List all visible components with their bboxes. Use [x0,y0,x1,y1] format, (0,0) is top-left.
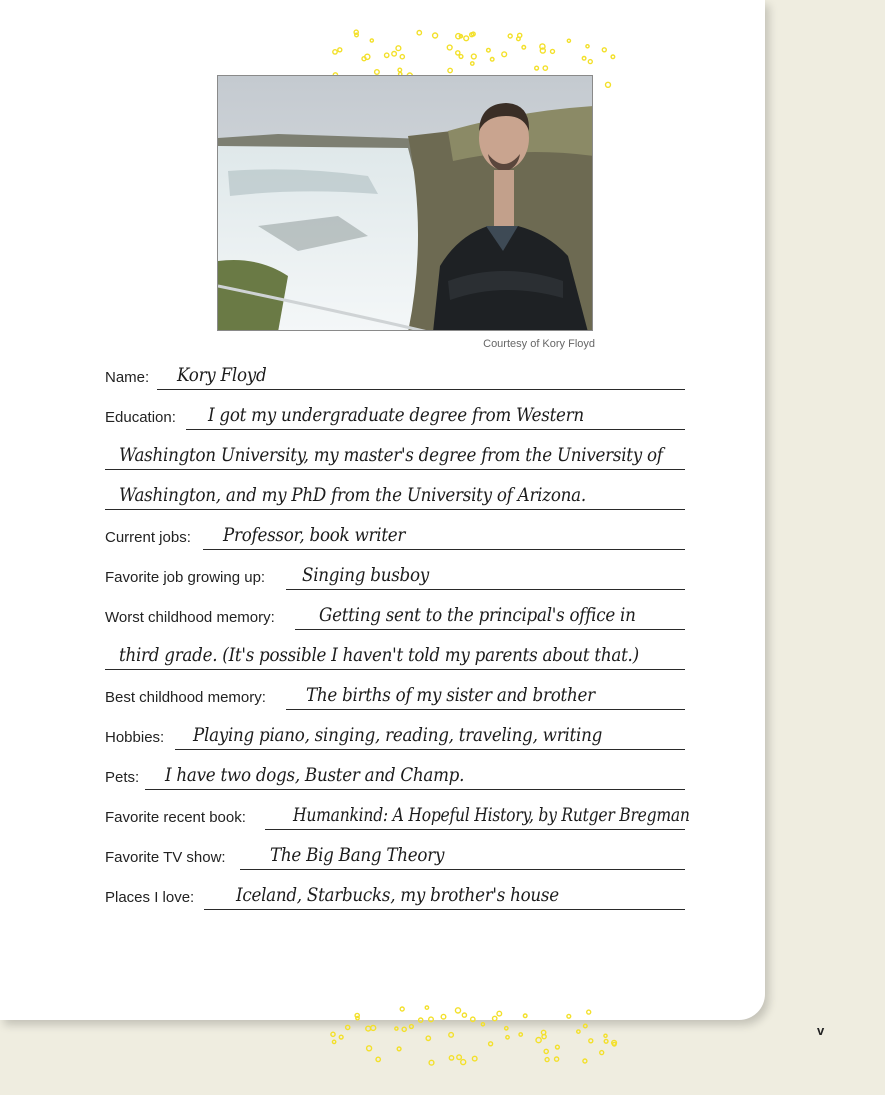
field-worst-memory-cont [105,630,685,670]
field-education-cont-2 [105,470,685,510]
answer-line [105,474,685,510]
handwritten-answer: Singing busboy [302,564,429,586]
field-label: Education: [105,409,176,426]
field-label: Favorite recent book: [105,809,246,826]
answer-line [175,714,685,750]
answer-line [105,634,685,670]
handwritten-answer: The Big Bang Theory [270,844,445,866]
decorative-dots-bottom [325,1000,625,1070]
handwritten-answer: Getting sent to the principal's office in [319,604,636,626]
field-label: Name: [105,369,150,386]
handwritten-answer: The births of my sister and brother [306,684,595,706]
field-name [105,350,685,390]
field-label: Favorite TV show: [105,849,226,866]
answer-line [203,514,685,550]
answer-line [186,394,685,430]
field-label: Favorite job growing up: [105,569,266,586]
answer-line [286,554,685,590]
answer-line [265,794,690,830]
answer-line [295,594,685,630]
field-pets [105,750,685,790]
field-label: Best childhood memory: [105,689,266,706]
handwritten-answer: Washington University, my master's degree from the University of [119,444,663,466]
handwritten-answer: I have two dogs, Buster and Champ. [165,764,465,786]
answer-line [157,354,685,390]
page-number: v [817,1023,825,1038]
handwritten-answer: Kory Floyd [177,364,267,386]
answer-line [204,874,685,910]
handwritten-answer: Professor, book writer [223,524,406,546]
field-label: Pets: [105,769,140,786]
field-education [105,390,685,430]
author-photo [217,75,593,331]
answer-line [145,754,685,790]
handwritten-answer: Playing piano, singing, reading, traveling, writing [193,724,603,746]
answer-line [105,434,685,470]
answer-line [286,674,685,710]
handwritten-answer: Iceland, Starbucks, my brother's house [236,884,559,906]
handwritten-answer: Humankind: A Hopeful History, by Rutger Bregman [293,804,690,826]
handwritten-answer: Washington, and my PhD from the University of Arizona. [119,484,586,506]
field-places [105,870,685,910]
field-label: Current jobs: [105,529,191,546]
field-current-jobs [105,510,685,550]
field-best-memory [105,670,685,710]
field-favorite-book [105,790,690,830]
field-worst-memory [105,590,685,630]
answer-line [240,834,685,870]
field-label: Worst childhood memory: [105,609,275,626]
handwritten-answer: I got my undergraduate degree from Western [208,404,584,426]
photo-credit: Courtesy of Kory Floyd [483,338,595,350]
handwritten-answer: third grade. (It's possible I haven't told my parents about that.) [119,644,639,666]
field-favorite-job [105,550,685,590]
field-label: Hobbies: [105,729,165,746]
field-education-cont-1 [105,430,685,470]
field-label: Places I love: [105,889,195,906]
field-favorite-tv [105,830,685,870]
field-hobbies [105,710,685,750]
